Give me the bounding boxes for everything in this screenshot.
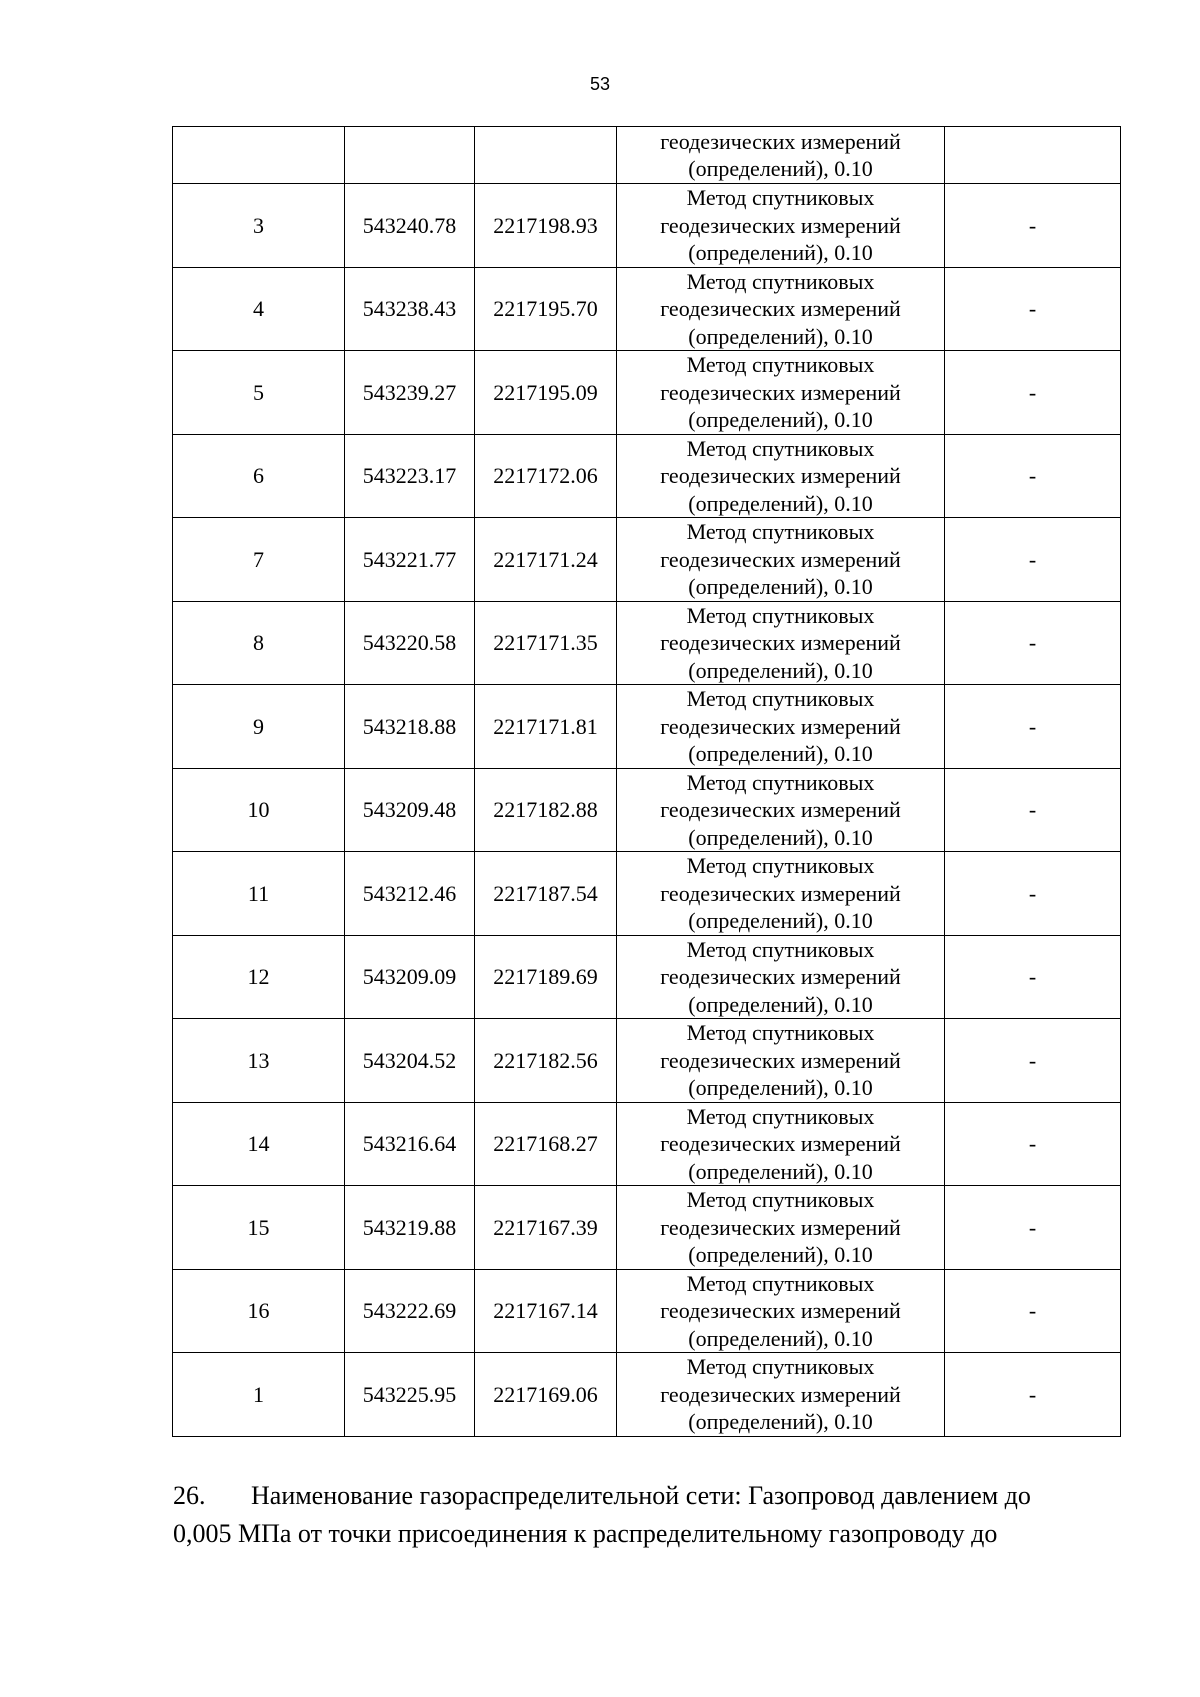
method-line: геодезических измерений — [660, 546, 901, 572]
cell-note: - — [945, 518, 1121, 602]
cell-note: - — [945, 601, 1121, 685]
table-row — [173, 768, 1121, 852]
method-line: геодезических измерений — [660, 1381, 901, 1407]
method-line: геодезических измерений — [660, 379, 901, 405]
cell-x: 543218.88 — [345, 685, 475, 769]
cell-method — [617, 127, 945, 184]
cell-y: 2217167.39 — [475, 1186, 617, 1270]
paragraph-number: 26. — [173, 1481, 206, 1510]
table-row — [173, 852, 1121, 936]
cell-point: 8 — [173, 601, 345, 685]
cell-note: - — [945, 768, 1121, 852]
method-line: Метод спутниковых — [686, 268, 875, 294]
cell-x — [345, 127, 475, 184]
cell-x: 543222.69 — [345, 1269, 475, 1353]
table-row — [173, 935, 1121, 1019]
method-line: Метод спутниковых — [686, 853, 875, 878]
cell-x: 543225.95 — [345, 1353, 475, 1437]
table-row — [173, 434, 1121, 518]
table-row — [173, 518, 1121, 602]
cell-note: - — [945, 1269, 1121, 1353]
coordinates-table — [172, 126, 1121, 1437]
method-line: (определений), 0.10 — [688, 1242, 873, 1267]
cell-y: 2217182.56 — [475, 1019, 617, 1103]
cell-x: 543238.43 — [345, 267, 475, 351]
method-line: геодезических измерений — [660, 463, 901, 488]
cell-method — [617, 1269, 945, 1353]
cell-y: 2217198.93 — [475, 184, 617, 268]
cell-method — [617, 685, 945, 769]
method-line: геодезических измерений — [660, 296, 901, 321]
cell-point: 3 — [173, 184, 345, 268]
table-row — [173, 267, 1121, 351]
cell-x: 543220.58 — [345, 601, 475, 685]
paragraph-text: Наименование газораспределительной сети: Газопровод давлением до — [251, 1481, 1031, 1510]
table-row — [173, 1019, 1121, 1103]
method-line: Метод спутниковых — [686, 686, 875, 711]
method-line: (определений), 0.10 — [688, 1409, 873, 1434]
cell-method — [617, 852, 945, 936]
table-row — [173, 601, 1121, 685]
cell-method — [617, 935, 945, 1019]
cell-point: 10 — [173, 768, 345, 852]
cell-y: 2217171.24 — [475, 518, 617, 602]
cell-y: 2217195.09 — [475, 351, 617, 435]
cell-x: 543239.27 — [345, 351, 475, 435]
method-line: (определений), 0.10 — [688, 490, 873, 516]
method-line: (определений), 0.10 — [688, 156, 873, 181]
method-line: Метод спутниковых — [686, 602, 875, 628]
method-line: геодезических измерений — [660, 1131, 901, 1156]
table-row — [173, 685, 1121, 769]
paragraph-line: 0,005 МПа от точки присоединения к распределительному газопроводу до — [173, 1519, 998, 1548]
method-line: (определений), 0.10 — [688, 1158, 873, 1184]
cell-y — [475, 127, 617, 184]
method-line: Метод спутниковых — [686, 435, 875, 461]
method-line: Метод спутниковых — [686, 1270, 875, 1296]
table-row — [173, 1102, 1121, 1186]
cell-note: - — [945, 685, 1121, 769]
method-line: Метод спутниковых — [686, 1354, 875, 1379]
paragraph-line — [173, 1477, 1120, 1515]
method-line: (определений), 0.10 — [688, 1325, 873, 1351]
cell-note — [945, 127, 1121, 184]
cell-note: - — [945, 267, 1121, 351]
table-row — [173, 1269, 1121, 1353]
cell-point: 14 — [173, 1102, 345, 1186]
method-line: (определений), 0.10 — [688, 908, 873, 933]
method-line: Метод спутниковых — [686, 185, 875, 210]
table-row — [173, 184, 1121, 268]
cell-point: 16 — [173, 1269, 345, 1353]
cell-method — [617, 518, 945, 602]
cell-method — [617, 1019, 945, 1103]
cell-note: - — [945, 1186, 1121, 1270]
cell-y: 2217189.69 — [475, 935, 617, 1019]
method-line: (определений), 0.10 — [688, 657, 873, 683]
method-line: Метод спутниковых — [686, 769, 875, 795]
method-line: геодезических измерений — [660, 1047, 901, 1073]
cell-y: 2217195.70 — [475, 267, 617, 351]
method-line: геодезических измерений — [660, 212, 901, 238]
table-row — [173, 1353, 1121, 1437]
cell-point: 15 — [173, 1186, 345, 1270]
cell-note: - — [945, 935, 1121, 1019]
cell-method — [617, 601, 945, 685]
cell-x: 543209.09 — [345, 935, 475, 1019]
method-line: геодезических измерений — [660, 713, 901, 739]
method-line: геодезических измерений — [660, 1298, 901, 1323]
cell-note: - — [945, 1102, 1121, 1186]
cell-point: 12 — [173, 935, 345, 1019]
cell-point: 7 — [173, 518, 345, 602]
cell-y: 2217168.27 — [475, 1102, 617, 1186]
cell-x: 543221.77 — [345, 518, 475, 602]
method-line: геодезических измерений — [660, 128, 901, 154]
method-line: геодезических измерений — [660, 630, 901, 655]
cell-note: - — [945, 434, 1121, 518]
method-line: (определений), 0.10 — [688, 991, 873, 1017]
cell-x: 543209.48 — [345, 768, 475, 852]
cell-y: 2217167.14 — [475, 1269, 617, 1353]
cell-y: 2217182.88 — [475, 768, 617, 852]
cell-point: 11 — [173, 852, 345, 936]
cell-x: 543204.52 — [345, 1019, 475, 1103]
method-line: Метод спутниковых — [686, 1020, 875, 1045]
cell-method — [617, 267, 945, 351]
table-body — [173, 127, 1121, 1437]
method-line: (определений), 0.10 — [688, 1075, 873, 1100]
cell-x: 543240.78 — [345, 184, 475, 268]
cell-y: 2217187.54 — [475, 852, 617, 936]
cell-y: 2217171.35 — [475, 601, 617, 685]
paragraph-26 — [173, 1477, 1120, 1553]
method-line: (определений), 0.10 — [688, 574, 873, 599]
cell-point: 6 — [173, 434, 345, 518]
cell-note: - — [945, 184, 1121, 268]
cell-point: 9 — [173, 685, 345, 769]
cell-note: - — [945, 852, 1121, 936]
table-row-continuation — [173, 127, 1121, 184]
cell-x: 543216.64 — [345, 1102, 475, 1186]
cell-method — [617, 1102, 945, 1186]
cell-x: 543223.17 — [345, 434, 475, 518]
method-line: Метод спутниковых — [686, 519, 875, 544]
page-number: 53 — [589, 74, 611, 94]
method-line: (определений), 0.10 — [688, 240, 873, 265]
method-line: Метод спутниковых — [686, 1103, 875, 1129]
cell-method — [617, 768, 945, 852]
method-line: (определений), 0.10 — [688, 407, 873, 432]
cell-note: - — [945, 1019, 1121, 1103]
table-row — [173, 1186, 1121, 1270]
method-line: геодезических измерений — [660, 1214, 901, 1240]
cell-point: 4 — [173, 267, 345, 351]
cell-point — [173, 127, 345, 184]
method-line: (определений), 0.10 — [688, 824, 873, 850]
cell-point: 5 — [173, 351, 345, 435]
method-line: (определений), 0.10 — [688, 323, 873, 349]
cell-method — [617, 351, 945, 435]
cell-y: 2217169.06 — [475, 1353, 617, 1437]
cell-x: 543212.46 — [345, 852, 475, 936]
method-line: геодезических измерений — [660, 797, 901, 822]
cell-point: 1 — [173, 1353, 345, 1437]
cell-method — [617, 184, 945, 268]
method-line: Метод спутниковых — [686, 936, 875, 962]
cell-note: - — [945, 1353, 1121, 1437]
cell-x: 543219.88 — [345, 1186, 475, 1270]
method-line: (определений), 0.10 — [688, 741, 873, 766]
cell-point: 13 — [173, 1019, 345, 1103]
method-line: Метод спутниковых — [686, 1187, 875, 1212]
cell-note: - — [945, 351, 1121, 435]
table-row — [173, 351, 1121, 435]
cell-method — [617, 1186, 945, 1270]
method-line: геодезических измерений — [660, 964, 901, 989]
cell-method — [617, 434, 945, 518]
method-line: геодезических измерений — [660, 880, 901, 906]
cell-y: 2217171.81 — [475, 685, 617, 769]
cell-method — [617, 1353, 945, 1437]
method-line: Метод спутниковых — [686, 352, 875, 377]
cell-y: 2217172.06 — [475, 434, 617, 518]
